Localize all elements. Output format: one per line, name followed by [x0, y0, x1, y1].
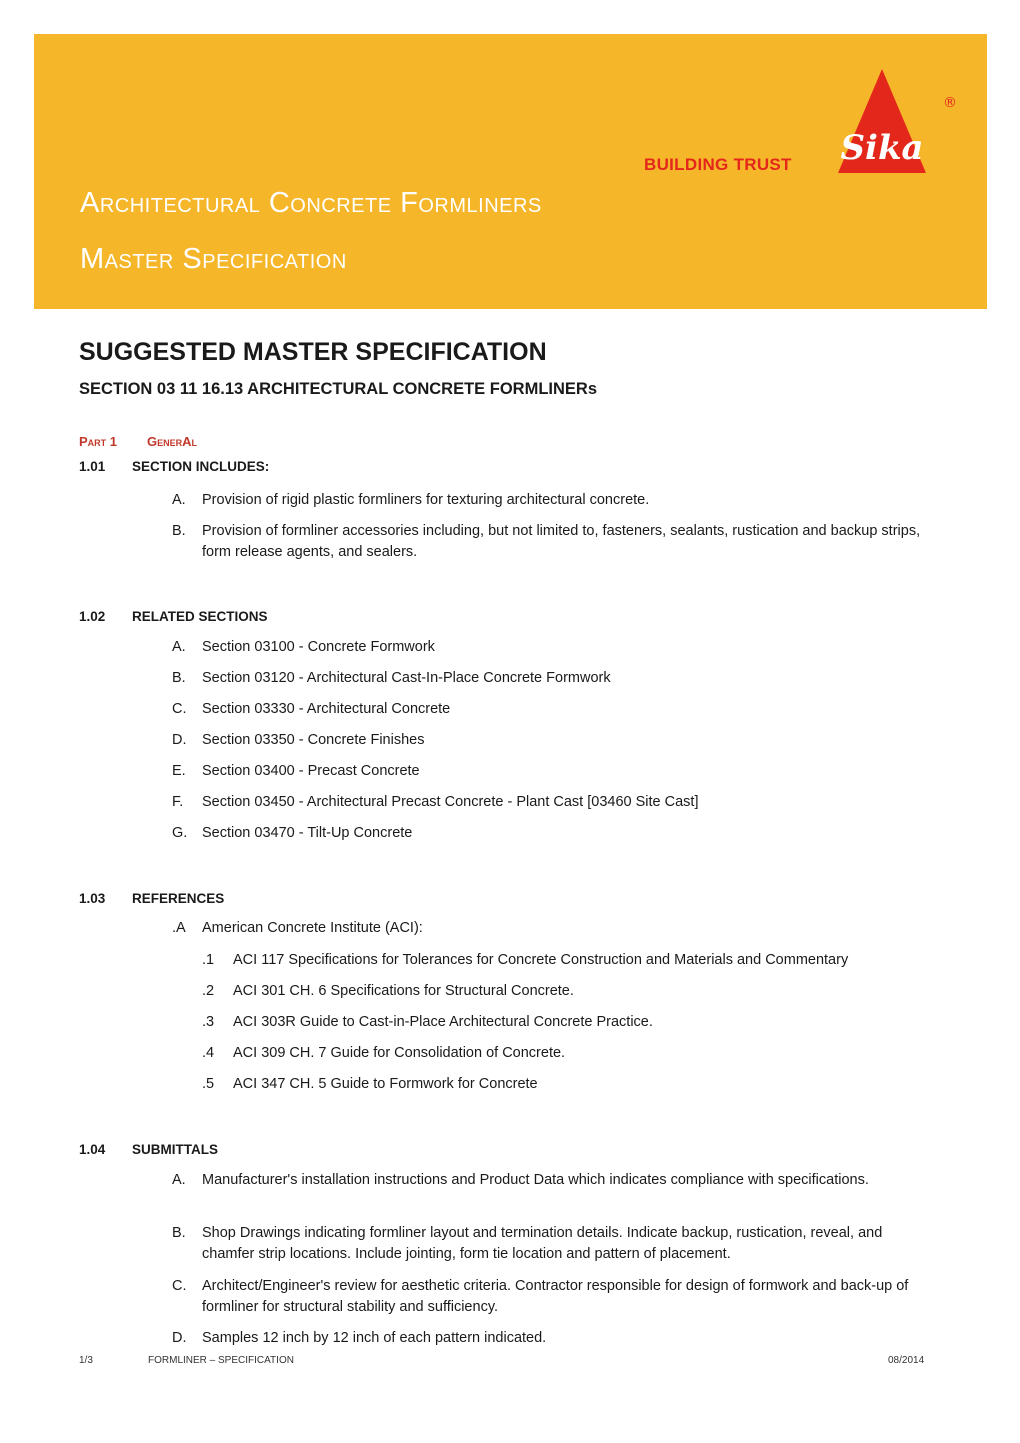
- section-heading: [79, 1143, 218, 1157]
- brand-tagline: BUILDING TRUST: [644, 155, 792, 174]
- item-marker: B.: [172, 670, 186, 686]
- item-text: ACI 347 CH. 5 Guide to Formwork for Concrete: [233, 1076, 538, 1092]
- section-number: 1.04: [79, 1142, 106, 1157]
- item-text: Section 03350 - Concrete Finishes: [202, 732, 425, 748]
- section-title: SUBMITTALS: [132, 1142, 218, 1157]
- footer-date: 08/2014: [888, 1355, 925, 1366]
- item-marker: F.: [172, 794, 184, 810]
- registered-mark: ®: [943, 95, 957, 111]
- sub-list-item: [202, 981, 932, 1002]
- part-heading: [79, 435, 197, 448]
- header-banner: [34, 34, 987, 309]
- section-heading: [79, 892, 224, 906]
- sub-list-item: [202, 1074, 932, 1095]
- list-item: [172, 1328, 922, 1349]
- list-item: [172, 918, 922, 939]
- section-title: RELATED SECTIONS: [132, 609, 268, 624]
- section-title: REFERENCES: [132, 891, 225, 906]
- item-text: Provision of rigid plastic formliners for texturing architectural concrete.: [202, 492, 650, 508]
- item-marker: B.: [172, 523, 186, 539]
- section-number: 1.02: [79, 609, 106, 624]
- item-marker: .4: [202, 1045, 215, 1061]
- item-marker: C.: [172, 701, 187, 717]
- logo-wordmark: Sika: [840, 128, 924, 168]
- item-text: Section 03100 - Concrete Formwork: [202, 639, 435, 655]
- sika-logo-icon: [834, 67, 959, 175]
- item-text: Shop Drawings indicating formliner layout and termination details. Indicate backup, rustication, reveal, and chamfer strip locations. Include jointing, form tie location and pattern of placement.: [202, 1225, 883, 1262]
- section-heading: [79, 460, 269, 474]
- spec-heading: SUGGESTED MASTER SPECIFICATION: [79, 338, 547, 366]
- list-item: [172, 730, 922, 751]
- item-text: Architect/Engineer's review for aesthetic criteria. Contractor responsible for design of formwork and back-up of formliner for structural stability and sufficiency.: [202, 1278, 909, 1315]
- list-item: [172, 761, 922, 782]
- list-item: [172, 668, 922, 689]
- item-text: Section 03400 - Precast Concrete: [202, 763, 420, 779]
- footer-title: FORMLINER – SPECIFICATION: [148, 1355, 294, 1366]
- list-item: [172, 490, 922, 511]
- part-number: Part 1: [79, 434, 118, 449]
- sub-list-item: [202, 1012, 932, 1033]
- item-marker: A.: [172, 492, 186, 508]
- item-text: Section 03330 - Architectural Concrete: [202, 701, 451, 717]
- sub-list-item: [202, 1043, 932, 1064]
- item-text: Samples 12 inch by 12 inch of each pattern indicated.: [202, 1330, 547, 1346]
- part-title: GenerAl: [147, 434, 198, 449]
- item-marker: .A: [172, 920, 186, 936]
- section-number: 1.03: [79, 891, 106, 906]
- list-item: [172, 1170, 922, 1191]
- section-title: SECTION INCLUDES:: [132, 459, 270, 474]
- list-item: [172, 699, 922, 720]
- spec-subheading: SECTION 03 11 16.13 ARCHITECTURAL CONCRETE FORMLINERs: [79, 380, 598, 398]
- item-text: Provision of formliner accessories including, but not limited to, fasteners, sealants, rustication and backup strips, form release agents, and sealers.: [202, 523, 921, 560]
- document-title-line-1: Architectural Concrete Formliners: [80, 187, 542, 219]
- item-marker: .5: [202, 1076, 215, 1092]
- list-item: [172, 637, 922, 658]
- item-text: ACI 309 CH. 7 Guide for Consolidation of Concrete.: [233, 1045, 566, 1061]
- item-marker: .1: [202, 952, 215, 968]
- document-title-line-2: Master Specification: [80, 243, 347, 275]
- item-marker: A.: [172, 639, 186, 655]
- list-item: [172, 521, 922, 563]
- page-number: 1/3: [79, 1355, 93, 1366]
- item-text: Section 03450 - Architectural Precast Concrete - Plant Cast [03460 Site Cast]: [202, 794, 699, 810]
- item-text: ACI 303R Guide to Cast-in-Place Architectural Concrete Practice.: [233, 1014, 653, 1030]
- item-text: American Concrete Institute (ACI):: [202, 920, 423, 936]
- item-marker: C.: [172, 1278, 187, 1294]
- item-marker: B.: [172, 1225, 186, 1241]
- section-number: 1.01: [79, 459, 106, 474]
- item-marker: .3: [202, 1014, 215, 1030]
- item-marker: .2: [202, 983, 215, 999]
- item-marker: E.: [172, 763, 186, 779]
- item-marker: A.: [172, 1172, 186, 1188]
- section-heading: [79, 610, 268, 624]
- item-marker: D.: [172, 732, 187, 748]
- item-marker: G.: [172, 825, 188, 841]
- item-marker: D.: [172, 1330, 187, 1346]
- list-item: [172, 1276, 922, 1318]
- sub-list-item: [202, 950, 932, 971]
- item-text: ACI 301 CH. 6 Specifications for Structural Concrete.: [233, 983, 574, 999]
- list-item: [172, 823, 922, 844]
- list-item: [172, 792, 922, 813]
- item-text: Manufacturer's installation instructions and Product Data which indicates compliance with specifications.: [202, 1172, 869, 1188]
- item-text: Section 03470 - Tilt-Up Concrete: [202, 825, 413, 841]
- item-text: ACI 117 Specifications for Tolerances for Concrete Construction and Materials and Commentary: [233, 952, 849, 968]
- item-text: Section 03120 - Architectural Cast-In-Place Concrete Formwork: [202, 670, 611, 686]
- list-item: [172, 1223, 922, 1265]
